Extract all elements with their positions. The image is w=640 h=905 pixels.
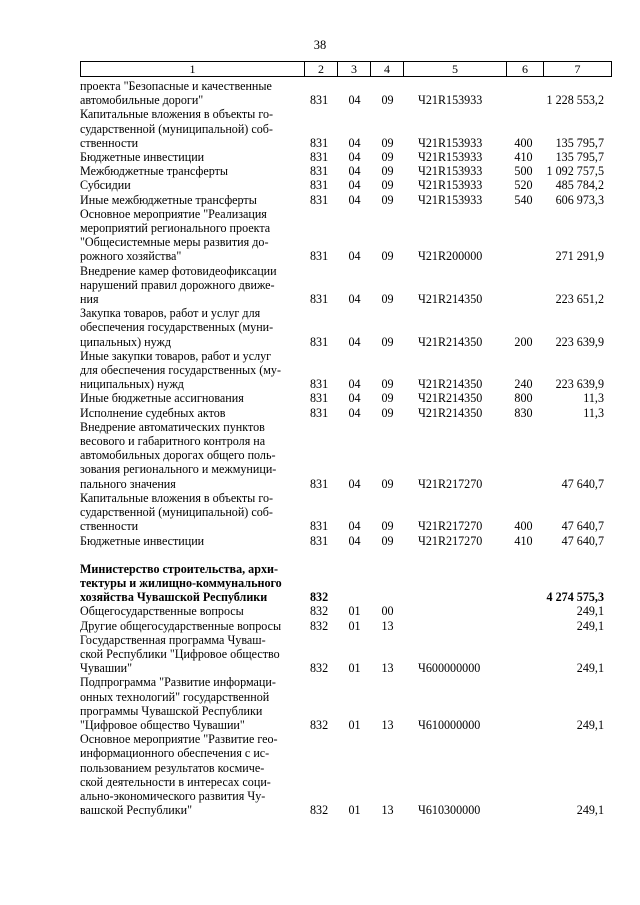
subsection-code: 09 — [381, 135, 394, 150]
subsection-code: 09 — [381, 533, 394, 548]
section-code: 01 — [348, 618, 361, 633]
expense-type-code: 410 — [514, 150, 533, 165]
ministry-code: 831 — [310, 178, 329, 193]
ministry-code: 831 — [310, 476, 329, 491]
description-line: сударственной (муниципальной) соб- — [80, 121, 273, 136]
expense-type-code: 500 — [514, 164, 533, 179]
section-code: 04 — [348, 476, 361, 491]
table-row — [80, 406, 612, 420]
row-description — [80, 633, 305, 676]
section-code: 04 — [348, 391, 361, 406]
target-article-code: Ч21R153933 — [418, 164, 483, 179]
description-line: хозяйства Чувашской Республики — [80, 590, 268, 605]
description-line: Межбюджетные трансферты — [80, 164, 229, 179]
table-row — [80, 193, 612, 207]
subsection-code: 09 — [381, 164, 394, 179]
description-line: Основное мероприятие "Реализация — [80, 206, 267, 221]
subsection-code: 09 — [381, 377, 394, 392]
description-line: ственности — [80, 135, 139, 150]
target-article-code: Ч21R214350 — [418, 391, 483, 406]
row-description — [80, 349, 305, 392]
header-col-5: 5 — [404, 62, 507, 76]
description-line: ально-экономического развития Чу- — [80, 788, 266, 803]
description-line: пального значения — [80, 476, 176, 491]
amount: 11,3 — [583, 405, 604, 420]
section-code: 01 — [348, 604, 361, 619]
ministry-code: 832 — [310, 717, 329, 732]
subsection-code: 09 — [381, 249, 394, 264]
description-line: автомобильные дороги" — [80, 93, 204, 108]
ministry-code: 832 — [310, 590, 329, 605]
description-line: Капитальные вложения в объекты го- — [80, 107, 274, 122]
table-row — [80, 675, 612, 732]
ministry-code: 831 — [310, 164, 329, 179]
row-description — [80, 264, 305, 307]
subsection-code: 13 — [381, 618, 394, 633]
description-line: мероприятий регионального проекта — [80, 221, 271, 236]
description-line: Общегосударственные вопросы — [80, 604, 244, 619]
description-line: Государственная программа Чуваш- — [80, 632, 266, 647]
subsection-code: 13 — [381, 803, 394, 818]
subsection-code: 09 — [381, 476, 394, 491]
subsection-code: 09 — [381, 405, 394, 420]
description-line: "Цифровое общество Чувашии" — [80, 717, 245, 732]
section-code: 04 — [348, 377, 361, 392]
subsection-code: 09 — [381, 292, 394, 307]
section-code: 01 — [348, 717, 361, 732]
target-article-code: Ч21R153933 — [418, 93, 483, 108]
subsection-code: 09 — [381, 192, 394, 207]
target-article-code: Ч610000000 — [418, 717, 481, 732]
row-description — [80, 193, 305, 207]
description-line: обеспечения государственных (муни- — [80, 320, 274, 335]
amount: 249,1 — [576, 618, 604, 633]
description-line: тектуры и жилищно-коммунального — [80, 575, 282, 590]
amount: 249,1 — [576, 661, 604, 676]
amount: 4 274 575,3 — [546, 590, 604, 605]
description-line: Министерство строительства, архи- — [80, 561, 278, 576]
description-line: Чувашии" — [80, 661, 133, 676]
row-description — [80, 675, 305, 732]
description-line: Иные межбюджетные трансферты — [80, 192, 257, 207]
subsection-code: 00 — [381, 604, 394, 619]
description-line: весового и габаритного контроля на — [80, 434, 266, 449]
table-row — [80, 619, 612, 633]
amount: 1 228 553,2 — [546, 93, 604, 108]
amount: 11,3 — [583, 391, 604, 406]
description-line: ниципальных) нужд — [80, 377, 184, 392]
target-article-code: Ч21R200000 — [418, 249, 483, 264]
table-row — [80, 562, 612, 605]
section-code: 04 — [348, 292, 361, 307]
table-row — [80, 150, 612, 164]
section-code: 04 — [348, 519, 361, 534]
description-line: автомобильных дорогах общего поль- — [80, 448, 276, 463]
description-line: пользованием результатов космиче- — [80, 760, 265, 775]
description-line: Закупка товаров, работ и услуг для — [80, 306, 261, 321]
row-description — [80, 604, 305, 618]
target-article-code: Ч21R153933 — [418, 178, 483, 193]
ministry-code: 831 — [310, 249, 329, 264]
header-col-7: 7 — [544, 62, 612, 76]
expense-type-code: 800 — [514, 391, 533, 406]
header-col-1: 1 — [80, 62, 305, 76]
description-line: информационного обеспечения с ис- — [80, 746, 270, 761]
ministry-code: 831 — [310, 93, 329, 108]
page-number: 38 — [313, 38, 327, 52]
header-col-3: 3 — [338, 62, 371, 76]
target-article-code: Ч21R214350 — [418, 405, 483, 420]
ministry-code: 832 — [310, 618, 329, 633]
expense-type-code: 400 — [514, 519, 533, 534]
amount: 249,1 — [576, 803, 604, 818]
description-line: вашской Республики" — [80, 803, 193, 818]
description-line: ципальных) нужд — [80, 334, 172, 349]
description-line: ской Республики "Цифровое общество — [80, 646, 280, 661]
expense-type-code: 520 — [514, 178, 533, 193]
expense-type-code: 240 — [514, 377, 533, 392]
amount: 1 092 757,5 — [546, 164, 604, 179]
description-line: ния — [80, 292, 99, 307]
description-line: Внедрение автоматических пунктов — [80, 419, 265, 434]
row-description — [80, 732, 305, 817]
section-spacer — [80, 548, 612, 562]
description-line: рожного хозяйства" — [80, 249, 182, 264]
target-article-code: Ч21R217270 — [418, 476, 483, 491]
header-col-6: 6 — [507, 62, 544, 76]
amount: 223 639,9 — [555, 334, 604, 349]
row-description — [80, 150, 305, 164]
description-line: Внедрение камер фотовидеофиксации — [80, 263, 277, 278]
description-line: онных технологий" государственной — [80, 689, 270, 704]
ministry-code: 832 — [310, 661, 329, 676]
ministry-code: 831 — [310, 334, 329, 349]
description-line: нарушений правил дорожного движе- — [80, 277, 275, 292]
section-code: 04 — [348, 405, 361, 420]
amount: 271 291,9 — [555, 249, 604, 264]
section-code: 04 — [348, 135, 361, 150]
amount: 47 640,7 — [561, 476, 604, 491]
table-row — [80, 420, 612, 491]
section-code: 01 — [348, 803, 361, 818]
description-line: Иные закупки товаров, работ и услуг — [80, 348, 272, 363]
ministry-code: 831 — [310, 292, 329, 307]
section-code: 04 — [348, 192, 361, 207]
target-article-code: Ч21R217270 — [418, 533, 483, 548]
expense-type-code: 400 — [514, 135, 533, 150]
table-row — [80, 534, 612, 548]
amount: 135 795,7 — [555, 135, 604, 150]
table-row — [80, 79, 612, 107]
table-row — [80, 491, 612, 534]
expense-type-code: 830 — [514, 405, 533, 420]
description-line: Подпрограмма "Развитие информаци- — [80, 675, 276, 690]
section-code: 04 — [348, 150, 361, 165]
section-code: 04 — [348, 164, 361, 179]
target-article-code: Ч21R217270 — [418, 519, 483, 534]
subsection-code: 09 — [381, 150, 394, 165]
table-row — [80, 306, 612, 349]
row-description — [80, 306, 305, 349]
section-code: 04 — [348, 93, 361, 108]
row-description — [80, 79, 305, 107]
budget-table — [80, 61, 612, 817]
target-article-code: Ч21R153933 — [418, 150, 483, 165]
header-col-4: 4 — [371, 62, 404, 76]
table-row — [80, 732, 612, 817]
amount: 223 639,9 — [555, 377, 604, 392]
expense-type-code: 540 — [514, 192, 533, 207]
amount: 135 795,7 — [555, 150, 604, 165]
description-line: проекта "Безопасные и качественные — [80, 79, 272, 93]
description-line: зования регионального и межмуници- — [80, 462, 277, 477]
table-row — [80, 164, 612, 178]
ministry-code: 832 — [310, 803, 329, 818]
table-row — [80, 633, 612, 676]
subsection-code: 09 — [381, 93, 394, 108]
amount: 223 651,2 — [555, 292, 604, 307]
section-code: 04 — [348, 178, 361, 193]
description-line: Бюджетные инвестиции — [80, 150, 205, 165]
ministry-code: 831 — [310, 533, 329, 548]
target-article-code: Ч21R214350 — [418, 377, 483, 392]
target-article-code: Ч21R153933 — [418, 135, 483, 150]
target-article-code: Ч600000000 — [418, 661, 481, 676]
description-line: сударственной (муниципальной) соб- — [80, 505, 273, 520]
table-row — [80, 604, 612, 618]
ministry-code: 831 — [310, 150, 329, 165]
table-row — [80, 178, 612, 192]
table-row — [80, 207, 612, 264]
section-code: 04 — [348, 533, 361, 548]
description-line: Иные бюджетные ассигнования — [80, 391, 244, 406]
description-line: ственности — [80, 519, 139, 534]
row-description — [80, 164, 305, 178]
row-description — [80, 406, 305, 420]
expense-type-code: 410 — [514, 533, 533, 548]
table-row — [80, 349, 612, 392]
subsection-code: 13 — [381, 661, 394, 676]
subsection-code: 13 — [381, 717, 394, 732]
description-line: программы Чувашской Республики — [80, 703, 263, 718]
target-article-code: Ч610300000 — [418, 803, 481, 818]
table-row — [80, 264, 612, 307]
row-description — [80, 107, 305, 150]
expense-type-code: 200 — [514, 334, 533, 349]
section-code: 04 — [348, 249, 361, 264]
row-description — [80, 534, 305, 548]
ministry-code: 831 — [310, 391, 329, 406]
description-line: Основное мероприятие "Развитие гео- — [80, 732, 278, 747]
header-col-2: 2 — [305, 62, 338, 76]
ministry-code: 831 — [310, 405, 329, 420]
ministry-code: 831 — [310, 135, 329, 150]
table-row — [80, 391, 612, 405]
description-line: Исполнение судебных актов — [80, 405, 226, 420]
ministry-code: 831 — [310, 377, 329, 392]
section-code: 01 — [348, 661, 361, 676]
amount: 606 973,3 — [555, 192, 604, 207]
amount: 249,1 — [576, 717, 604, 732]
row-description — [80, 562, 305, 605]
description-line: ской деятельности в интересах соци- — [80, 774, 271, 789]
subsection-code: 09 — [381, 178, 394, 193]
row-description — [80, 178, 305, 192]
target-article-code: Ч21R153933 — [418, 192, 483, 207]
table-body — [80, 79, 612, 817]
subsection-code: 09 — [381, 519, 394, 534]
row-description — [80, 207, 305, 264]
amount: 47 640,7 — [561, 533, 604, 548]
description-line: Другие общегосударственные вопросы — [80, 618, 282, 633]
table-header — [80, 61, 612, 77]
table-row — [80, 107, 612, 150]
description-line: "Общесистемные меры развития до- — [80, 235, 269, 250]
amount: 249,1 — [576, 604, 604, 619]
amount: 485 784,2 — [555, 178, 604, 193]
description-line: Бюджетные инвестиции — [80, 533, 205, 548]
subsection-code: 09 — [381, 334, 394, 349]
description-line: Субсидии — [80, 178, 131, 193]
description-line: Капитальные вложения в объекты го- — [80, 490, 274, 505]
target-article-code: Ч21R214350 — [418, 334, 483, 349]
row-description — [80, 420, 305, 491]
row-description — [80, 619, 305, 633]
target-article-code: Ч21R214350 — [418, 292, 483, 307]
section-code: 04 — [348, 334, 361, 349]
amount: 47 640,7 — [561, 519, 604, 534]
ministry-code: 831 — [310, 192, 329, 207]
ministry-code: 832 — [310, 604, 329, 619]
ministry-code: 831 — [310, 519, 329, 534]
description-line: для обеспечения государственных (му- — [80, 363, 281, 378]
subsection-code: 09 — [381, 391, 394, 406]
row-description — [80, 491, 305, 534]
row-description — [80, 391, 305, 405]
